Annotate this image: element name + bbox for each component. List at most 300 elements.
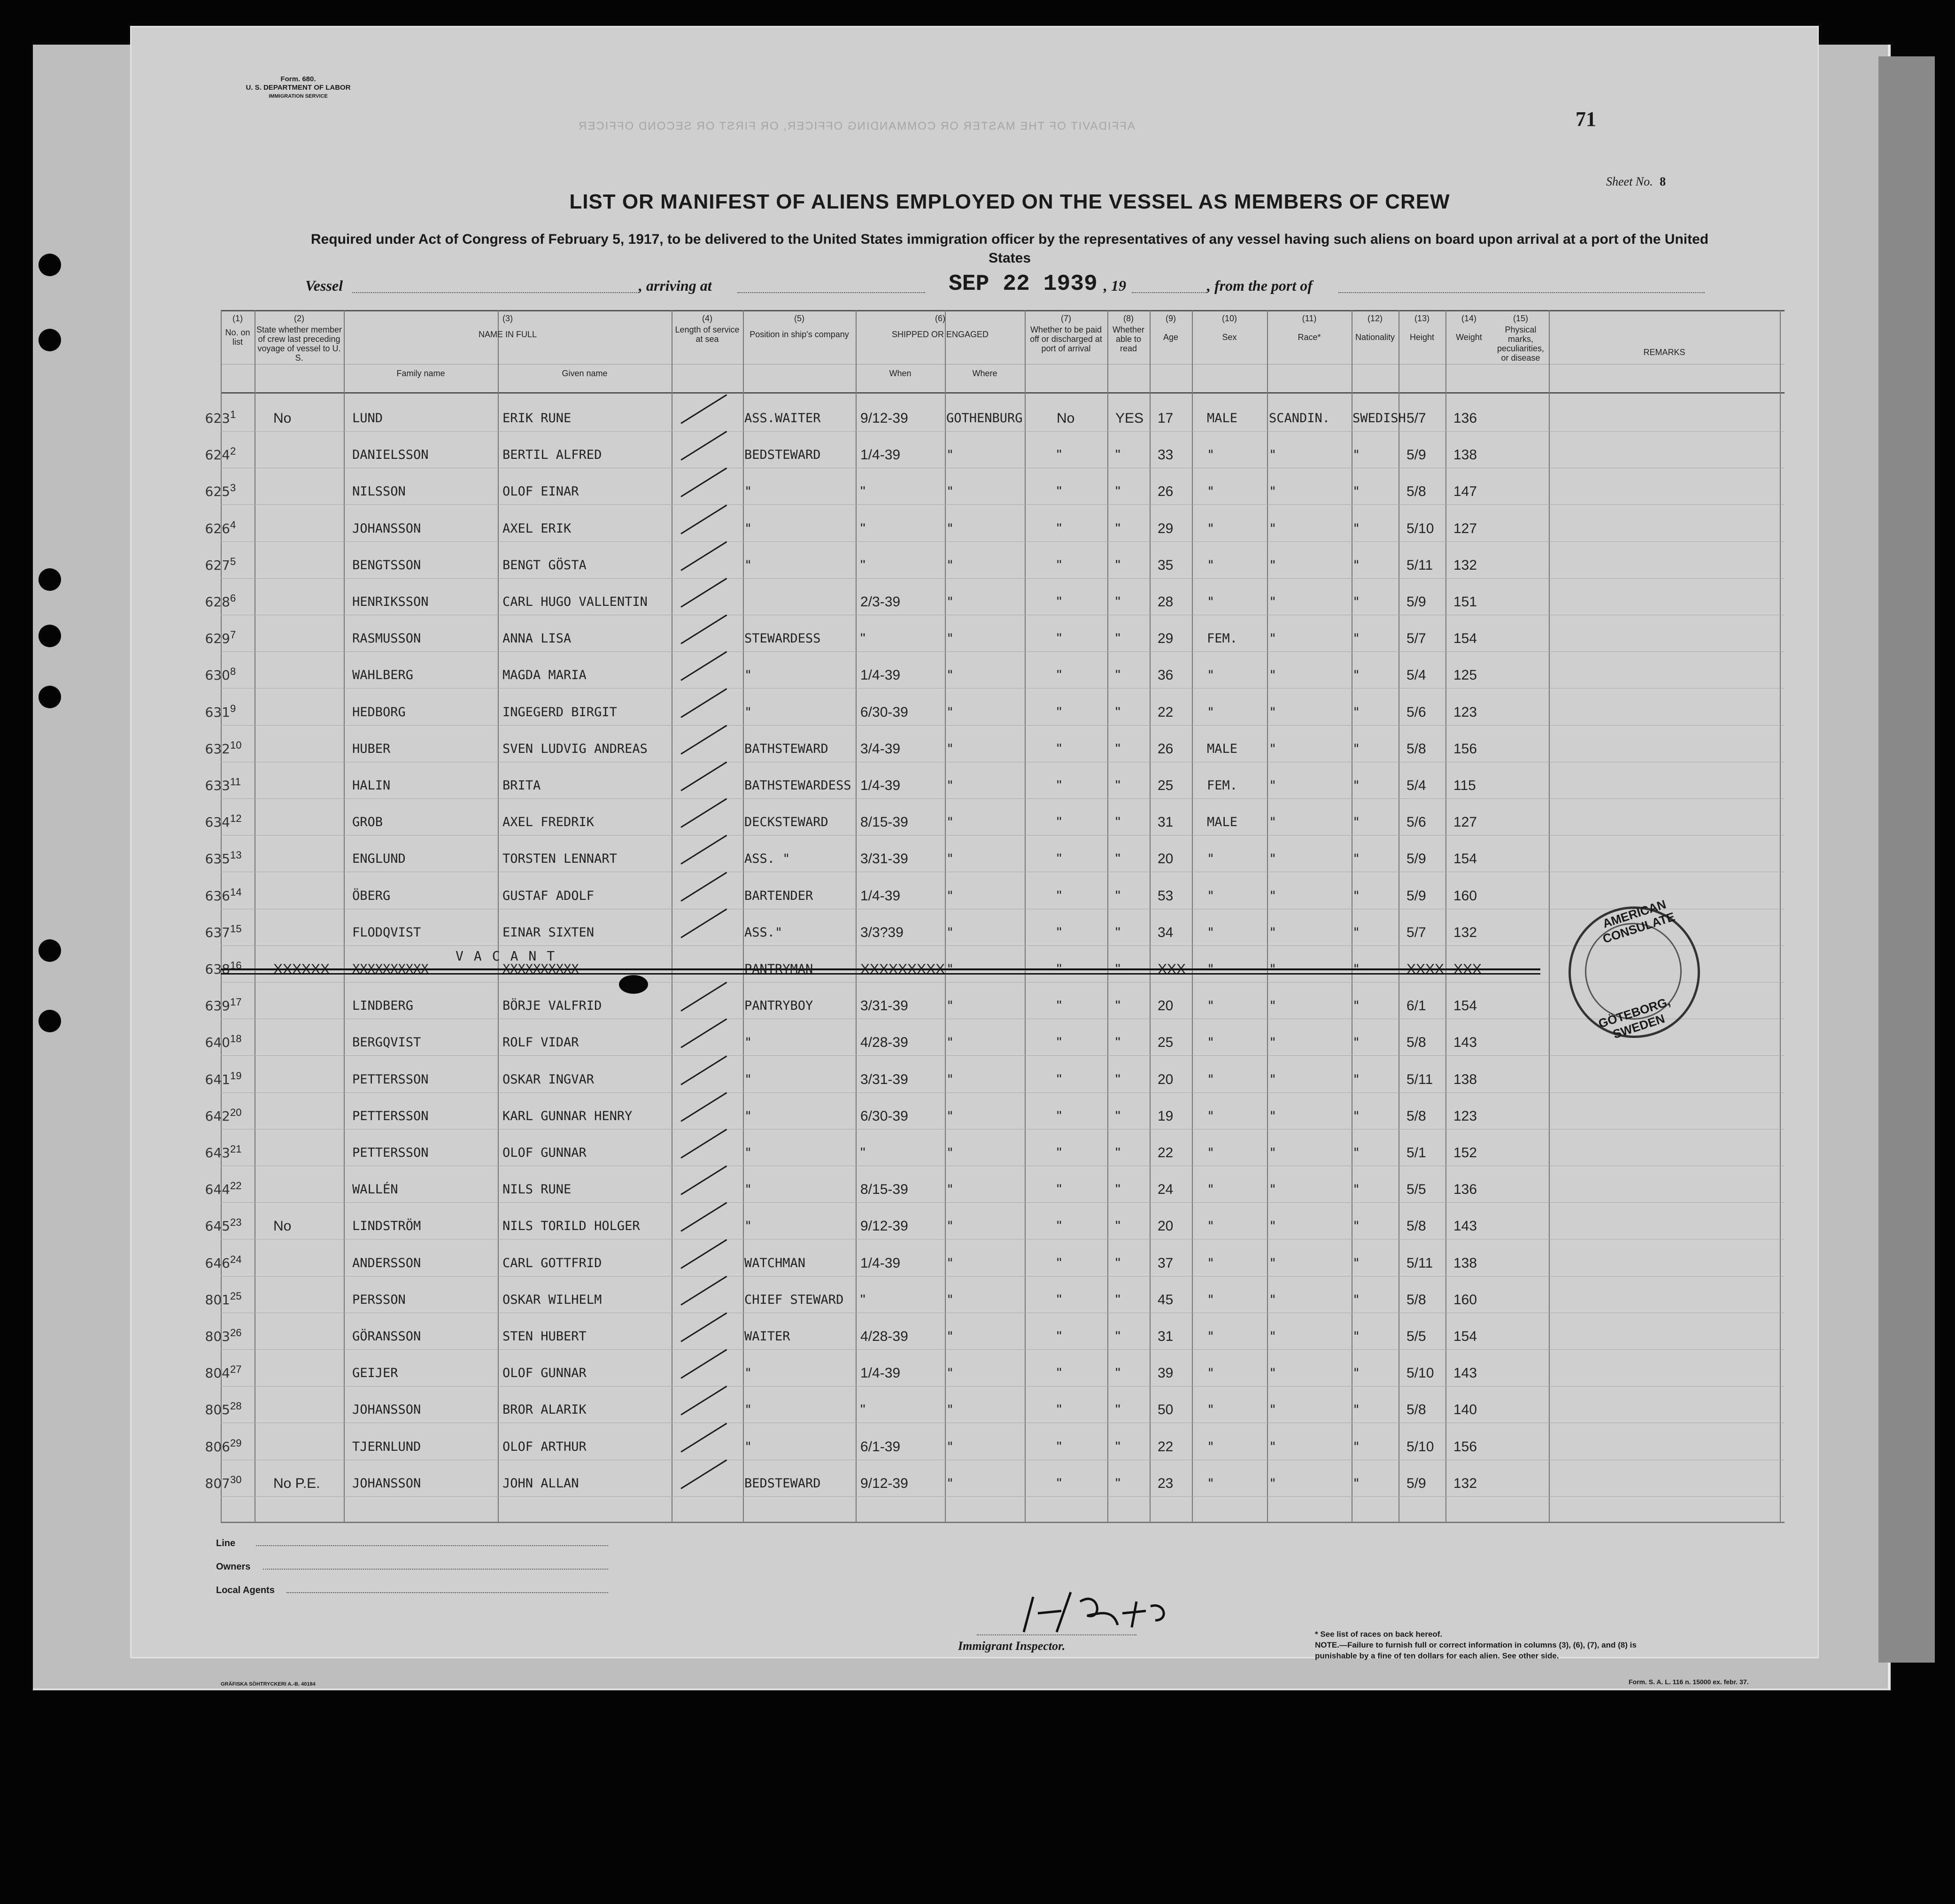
race: " <box>1269 521 1277 536</box>
row-number: 29 <box>230 1437 242 1449</box>
family-name: GÖRANSSON <box>352 1329 421 1344</box>
height: 5/9 <box>1406 851 1426 867</box>
sex: " <box>1207 668 1215 683</box>
weight: 156 <box>1453 1439 1477 1455</box>
sex: " <box>1207 1072 1215 1087</box>
col-name: (3) NAME IN FULL <box>478 314 537 339</box>
position: DECKSTEWARD <box>744 815 828 830</box>
inspector-label: Immigrant Inspector. <box>958 1639 1066 1653</box>
position: " <box>744 704 752 720</box>
given-name: OLOF GUNNAR <box>502 1366 587 1381</box>
row-number: 7 <box>230 629 236 641</box>
col-length-service: (4) Length of service at sea <box>675 314 740 344</box>
row-number: 5 <box>230 555 236 567</box>
race: SCANDIN. <box>1269 411 1330 426</box>
service: IMMIGRATION SERVICE <box>269 93 328 99</box>
shipped-where: GOTHENBURG <box>946 411 1023 426</box>
paid-off: " <box>1057 557 1062 573</box>
age: 22 <box>1158 1439 1174 1455</box>
position: STEWARDESS <box>744 631 821 646</box>
age: 39 <box>1158 1365 1174 1381</box>
shipped-when: 1/4-39 <box>860 1365 901 1381</box>
position: BEDSTEWARD <box>744 448 821 463</box>
able-to-read: " <box>1115 1035 1120 1051</box>
height: 5/5 <box>1406 1329 1426 1344</box>
able-to-read: " <box>1115 1292 1120 1308</box>
nationality: " <box>1352 1145 1360 1160</box>
given-name: GUSTAF ADOLF <box>502 888 595 903</box>
row-number: 18 <box>230 1033 242 1045</box>
family-name: PETTERSSON <box>352 1108 429 1123</box>
able-to-read: " <box>1115 1475 1120 1491</box>
family-name: PETTERSSON <box>352 1145 429 1160</box>
nationality: " <box>1352 1476 1360 1491</box>
shipped-when: 4/28-39 <box>860 1329 908 1344</box>
paid-off: " <box>1057 1475 1062 1491</box>
col-family-name: Family name <box>396 369 445 378</box>
able-to-read: " <box>1115 924 1120 940</box>
row-number: 24 <box>230 1253 242 1265</box>
shipped-when: 9/12-39 <box>860 1475 908 1491</box>
previous-voyage: No <box>273 1218 292 1234</box>
weight: 136 <box>1453 1182 1477 1198</box>
height: 5/7 <box>1406 410 1426 426</box>
age: 50 <box>1158 1402 1174 1418</box>
nationality: " <box>1352 448 1360 463</box>
weight: 154 <box>1453 1329 1477 1344</box>
able-to-read: " <box>1115 998 1120 1014</box>
binder-hole <box>39 939 61 962</box>
able-to-read: " <box>1115 851 1120 867</box>
height: 5/9 <box>1406 447 1426 463</box>
shipped-when: 2/3-39 <box>860 594 901 610</box>
sex: MALE <box>1207 411 1238 426</box>
family-name: XXXXXXXXXX <box>352 962 429 976</box>
nationality: " <box>1352 1366 1360 1381</box>
position: BATHSTEWARD <box>744 741 828 756</box>
given-name: AXEL ERIK <box>502 521 572 536</box>
race: " <box>1269 962 1277 976</box>
able-to-read: " <box>1115 961 1120 977</box>
position: WATCHMAN <box>744 1255 806 1270</box>
age: 37 <box>1158 1255 1174 1271</box>
race: " <box>1269 1476 1277 1491</box>
back-sheet-edge <box>1878 56 1935 1663</box>
nationality: " <box>1352 1329 1360 1344</box>
age: 29 <box>1158 520 1174 536</box>
shipped-where: " <box>946 962 954 976</box>
shipped-when: 6/30-39 <box>860 704 908 720</box>
shipped-when: 1/4-39 <box>860 778 901 793</box>
shipped-when: 1/4-39 <box>860 888 901 904</box>
position: " <box>744 668 752 683</box>
height: 5/7 <box>1406 631 1426 647</box>
sex: " <box>1207 1439 1215 1454</box>
able-to-read: " <box>1115 741 1120 757</box>
height: 5/11 <box>1406 1071 1433 1087</box>
height: 5/1 <box>1406 1145 1426 1161</box>
weight: 123 <box>1453 1108 1477 1124</box>
shipped-when: 1/4-39 <box>860 1255 901 1271</box>
shipped-when: 9/12-39 <box>860 410 908 426</box>
sex: " <box>1207 704 1215 720</box>
family-name: HALIN <box>352 778 391 793</box>
sex: " <box>1207 1219 1215 1234</box>
shipped-when: 8/15-39 <box>860 814 908 830</box>
able-to-read: " <box>1115 1255 1120 1271</box>
serial-number: 643 <box>205 1145 230 1161</box>
family-name: TJERNLUND <box>352 1439 421 1454</box>
position: " <box>744 521 752 536</box>
position: " <box>744 1108 752 1123</box>
age: 17 <box>1158 410 1174 426</box>
family-name: LINDSTRÖM <box>352 1219 421 1234</box>
age: 25 <box>1158 1035 1174 1051</box>
row-number: 3 <box>230 482 236 494</box>
family-name: BENGTSSON <box>352 557 421 573</box>
able-to-read: " <box>1115 447 1120 463</box>
row-number: 2 <box>230 445 236 457</box>
nationality: " <box>1352 1255 1360 1270</box>
serial-number: 639 <box>205 998 230 1014</box>
sheet-number <box>1606 175 1666 189</box>
serial-number: 634 <box>205 814 230 830</box>
position: ASS." <box>744 925 783 940</box>
given-name: OSKAR INGVAR <box>502 1072 595 1087</box>
serial-number: 638 <box>205 961 230 977</box>
sex: " <box>1207 962 1215 976</box>
line-field <box>256 1545 608 1546</box>
owners-label: Owners <box>216 1562 251 1572</box>
previous-voyage: No <box>273 410 292 426</box>
sex: MALE <box>1207 741 1238 756</box>
row-number: 11 <box>230 776 241 788</box>
family-name: WALLÉN <box>352 1182 398 1197</box>
col-no: (1) No. on list <box>225 314 250 347</box>
shipped-when: 9/12-39 <box>860 1218 908 1234</box>
weight: 143 <box>1453 1365 1477 1381</box>
nationality: " <box>1352 484 1360 499</box>
shipped-when: 3/31-39 <box>860 1071 908 1087</box>
height: 5/9 <box>1406 1475 1426 1491</box>
height: XXXX <box>1406 961 1445 977</box>
from-port-label: , from the port of <box>1207 277 1313 294</box>
position: " <box>744 1439 752 1454</box>
race: " <box>1269 778 1277 793</box>
weight: 125 <box>1453 667 1477 683</box>
serial-number: 806 <box>205 1439 230 1455</box>
shipped-where: " <box>946 1255 954 1270</box>
family-name: GROB <box>352 815 383 830</box>
serial-number: 636 <box>205 888 230 904</box>
height: 6/1 <box>1406 998 1426 1014</box>
position: CHIEF STEWARD <box>744 1292 844 1307</box>
race: " <box>1269 998 1277 1014</box>
shipped-where: " <box>946 1072 954 1087</box>
given-name: STEN HUBERT <box>502 1329 587 1344</box>
given-name: ANNA LISA <box>502 631 572 646</box>
weight: 143 <box>1453 1218 1477 1234</box>
given-name: AXEL FREDRIK <box>502 815 595 830</box>
age: 26 <box>1158 484 1174 500</box>
weight: 138 <box>1453 1255 1477 1271</box>
shipped-where: " <box>946 1035 954 1050</box>
height: 5/10 <box>1406 520 1434 536</box>
family-name: NILSSON <box>352 484 406 499</box>
serial-number: 626 <box>205 520 230 536</box>
shipped-where: " <box>946 1476 954 1491</box>
col-weight: (14) Weight <box>1456 314 1482 342</box>
paid-off: " <box>1057 667 1062 683</box>
sex: FEM. <box>1207 778 1238 793</box>
row-number: 23 <box>230 1216 242 1229</box>
nationality: " <box>1352 962 1360 976</box>
family-name: RASMUSSON <box>352 631 421 646</box>
bleed-through-text: AFFIDAVIT OF THE MASTER OR COMMANDING OFFICER, OR FIRST OR SECOND OFFICER <box>578 120 1135 132</box>
arriving-label: , arriving at <box>639 277 712 294</box>
shipped-where: " <box>946 998 954 1014</box>
paid-off: " <box>1057 998 1062 1014</box>
shipped-when: 1/4-39 <box>860 667 901 683</box>
serial-number: 803 <box>205 1329 230 1344</box>
family-name: PERSSON <box>352 1292 406 1307</box>
given-name: XXXXXXXXXX <box>502 962 579 976</box>
paid-off: " <box>1057 924 1062 940</box>
age: 36 <box>1158 667 1174 683</box>
height: 5/10 <box>1406 1439 1434 1455</box>
row-number: 13 <box>230 849 242 861</box>
weight: 132 <box>1453 1475 1477 1491</box>
age: 20 <box>1158 998 1174 1014</box>
sex: MALE <box>1207 815 1238 830</box>
able-to-read: " <box>1115 667 1120 683</box>
family-name: PETTERSSON <box>352 1072 429 1087</box>
serial-number: 631 <box>205 704 230 720</box>
given-name: CARL GOTTFRID <box>502 1255 602 1270</box>
row-number: 28 <box>230 1400 242 1412</box>
race: " <box>1269 668 1277 683</box>
position: BARTENDER <box>744 888 813 903</box>
footnote <box>1315 1629 1644 1661</box>
row-number: 15 <box>230 922 242 935</box>
row-number: 4 <box>230 519 236 531</box>
height: 5/11 <box>1406 1255 1433 1271</box>
local-agents-field <box>286 1592 608 1593</box>
nationality: " <box>1352 1182 1360 1197</box>
paid-off: " <box>1057 1439 1062 1455</box>
able-to-read: " <box>1115 557 1120 573</box>
shipped-when: 3/3?39 <box>860 924 904 940</box>
vessel-label: Vessel <box>305 277 343 294</box>
vacant-note: VACANT <box>456 948 565 964</box>
race: " <box>1269 925 1277 940</box>
previous-voyage: XXXXXX <box>273 961 330 977</box>
sex: " <box>1207 851 1215 867</box>
weight: 140 <box>1453 1402 1477 1418</box>
sex: " <box>1207 1255 1215 1270</box>
row-number: 6 <box>230 592 236 604</box>
given-name: EINAR SIXTEN <box>502 925 595 940</box>
given-name: BÖRJE VALFRID <box>502 998 602 1014</box>
nationality: " <box>1352 1292 1360 1307</box>
shipped-where: " <box>946 557 954 573</box>
printer-mark: GRÄFISKA SÖHTRYCKERI A.-B. 40184 <box>221 1681 316 1687</box>
position: " <box>744 1072 752 1087</box>
paid-off: " <box>1057 1402 1062 1418</box>
nationality: " <box>1352 557 1360 573</box>
row-number: 9 <box>230 702 236 714</box>
age: 35 <box>1158 557 1174 573</box>
family-name: HENRIKSSON <box>352 595 429 609</box>
given-name: OLOF EINAR <box>502 484 579 499</box>
family-name: ENGLUND <box>352 851 406 867</box>
paid-off: " <box>1057 1182 1062 1198</box>
col-sex: (10) Sex <box>1221 314 1237 342</box>
race: " <box>1269 1108 1277 1123</box>
paid-off: " <box>1057 1108 1062 1124</box>
nationality: " <box>1352 998 1360 1014</box>
height: 5/10 <box>1406 1365 1434 1381</box>
footnote-races: * See list of races on back hereof. <box>1315 1630 1443 1639</box>
serial-number: 646 <box>205 1255 230 1271</box>
paid-off: " <box>1057 851 1062 867</box>
previous-voyage: No P.E. <box>273 1475 320 1491</box>
given-name: CARL HUGO VALLENTIN <box>502 595 648 609</box>
race: " <box>1269 557 1277 573</box>
position: " <box>744 557 752 573</box>
family-name: WAHLBERG <box>352 668 414 683</box>
sex: " <box>1207 448 1215 463</box>
paid-off: " <box>1057 814 1062 830</box>
shipped-when: " <box>860 1145 865 1161</box>
paid-off: " <box>1057 484 1062 500</box>
height: 5/8 <box>1406 1402 1426 1418</box>
col-where: Where <box>972 369 997 378</box>
race: " <box>1269 1366 1277 1381</box>
age: 20 <box>1158 851 1174 867</box>
serial-number: 805 <box>205 1402 230 1418</box>
shipped-where: " <box>946 1439 954 1454</box>
row-number: 17 <box>230 996 242 1008</box>
sex: " <box>1207 925 1215 940</box>
serial-number: 628 <box>205 594 230 610</box>
sex: FEM. <box>1207 631 1238 646</box>
family-name: GEIJER <box>352 1366 398 1381</box>
row-number: 1 <box>230 409 236 420</box>
able-to-read: " <box>1115 1108 1120 1124</box>
weight: 156 <box>1453 741 1477 757</box>
sex: " <box>1207 1402 1215 1417</box>
strike-line <box>221 968 1540 970</box>
race: " <box>1269 448 1277 463</box>
given-name: OLOF ARTHUR <box>502 1439 587 1454</box>
position: " <box>744 1219 752 1234</box>
nationality: " <box>1352 1035 1360 1050</box>
sex: " <box>1207 1476 1215 1491</box>
nationality: " <box>1352 888 1360 903</box>
nationality: " <box>1352 1072 1360 1087</box>
weight: 138 <box>1453 1071 1477 1087</box>
family-name: HUBER <box>352 741 391 756</box>
shipped-where: " <box>946 925 954 940</box>
serial-number: 635 <box>205 851 230 867</box>
family-name: JOHANSSON <box>352 521 421 536</box>
sex: " <box>1207 595 1215 609</box>
crew-manifest-table <box>221 310 1785 1522</box>
sex: " <box>1207 1329 1215 1344</box>
paid-off: " <box>1057 1365 1062 1381</box>
height: 5/9 <box>1406 594 1426 610</box>
binder-hole <box>39 686 61 708</box>
weight: 132 <box>1453 557 1477 573</box>
serial-number: 801 <box>205 1292 230 1308</box>
strike-line <box>221 973 1540 975</box>
col-previous-voyage: (2) State whether member of crew last preceding voyage of vessel to U. S. <box>256 314 342 363</box>
row-number: 8 <box>230 666 236 678</box>
shipped-when: " <box>860 484 865 500</box>
family-name: LINDBERG <box>352 998 414 1014</box>
age: 26 <box>1158 741 1174 757</box>
age: 33 <box>1158 447 1174 463</box>
shipped-when: " <box>860 557 865 573</box>
shipped-when: 3/31-39 <box>860 998 908 1014</box>
race: " <box>1269 484 1277 499</box>
sheet-value: 8 <box>1660 175 1666 188</box>
serial-number: 623 <box>205 410 230 426</box>
age: 23 <box>1158 1475 1174 1491</box>
given-name: OSKAR WILHELM <box>502 1292 602 1307</box>
sex: " <box>1207 998 1215 1014</box>
weight: 154 <box>1453 998 1477 1014</box>
shipped-where: " <box>946 1145 954 1160</box>
shipped-when: " <box>860 1292 865 1308</box>
position: PANTRYBOY <box>744 998 813 1014</box>
binder-hole <box>39 1010 61 1032</box>
shipped-where: " <box>946 1329 954 1344</box>
position: " <box>744 1035 752 1050</box>
weight: 123 <box>1453 704 1477 720</box>
serial-number: 633 <box>205 778 230 793</box>
weight: 151 <box>1453 594 1477 610</box>
height: 5/8 <box>1406 484 1426 500</box>
sex: " <box>1207 484 1215 499</box>
row-number: 27 <box>230 1363 242 1376</box>
family-name: FLODQVIST <box>352 925 421 940</box>
family-name: ANDERSSON <box>352 1255 421 1270</box>
nationality: " <box>1352 1402 1360 1417</box>
serial-number: 625 <box>205 484 230 500</box>
nationality: " <box>1352 595 1360 609</box>
signature-line <box>977 1634 1136 1635</box>
weight: 127 <box>1453 520 1477 536</box>
row-number: 21 <box>230 1143 242 1155</box>
sex: " <box>1207 1035 1215 1050</box>
row-number: 26 <box>230 1327 242 1339</box>
sex: " <box>1207 1366 1215 1381</box>
shipped-where: " <box>946 704 954 720</box>
height: 5/5 <box>1406 1182 1426 1198</box>
race: " <box>1269 1439 1277 1454</box>
position: WAITER <box>744 1329 790 1344</box>
family-name: JOHANSSON <box>352 1402 421 1417</box>
able-to-read: " <box>1115 631 1120 647</box>
age: 22 <box>1158 704 1174 720</box>
weight: 127 <box>1453 814 1477 830</box>
given-name: SVEN LUDVIG ANDREAS <box>502 741 648 756</box>
col-position: (5) Position in ship's company <box>750 314 849 339</box>
sex: " <box>1207 1108 1215 1123</box>
family-name: LUND <box>352 411 383 426</box>
